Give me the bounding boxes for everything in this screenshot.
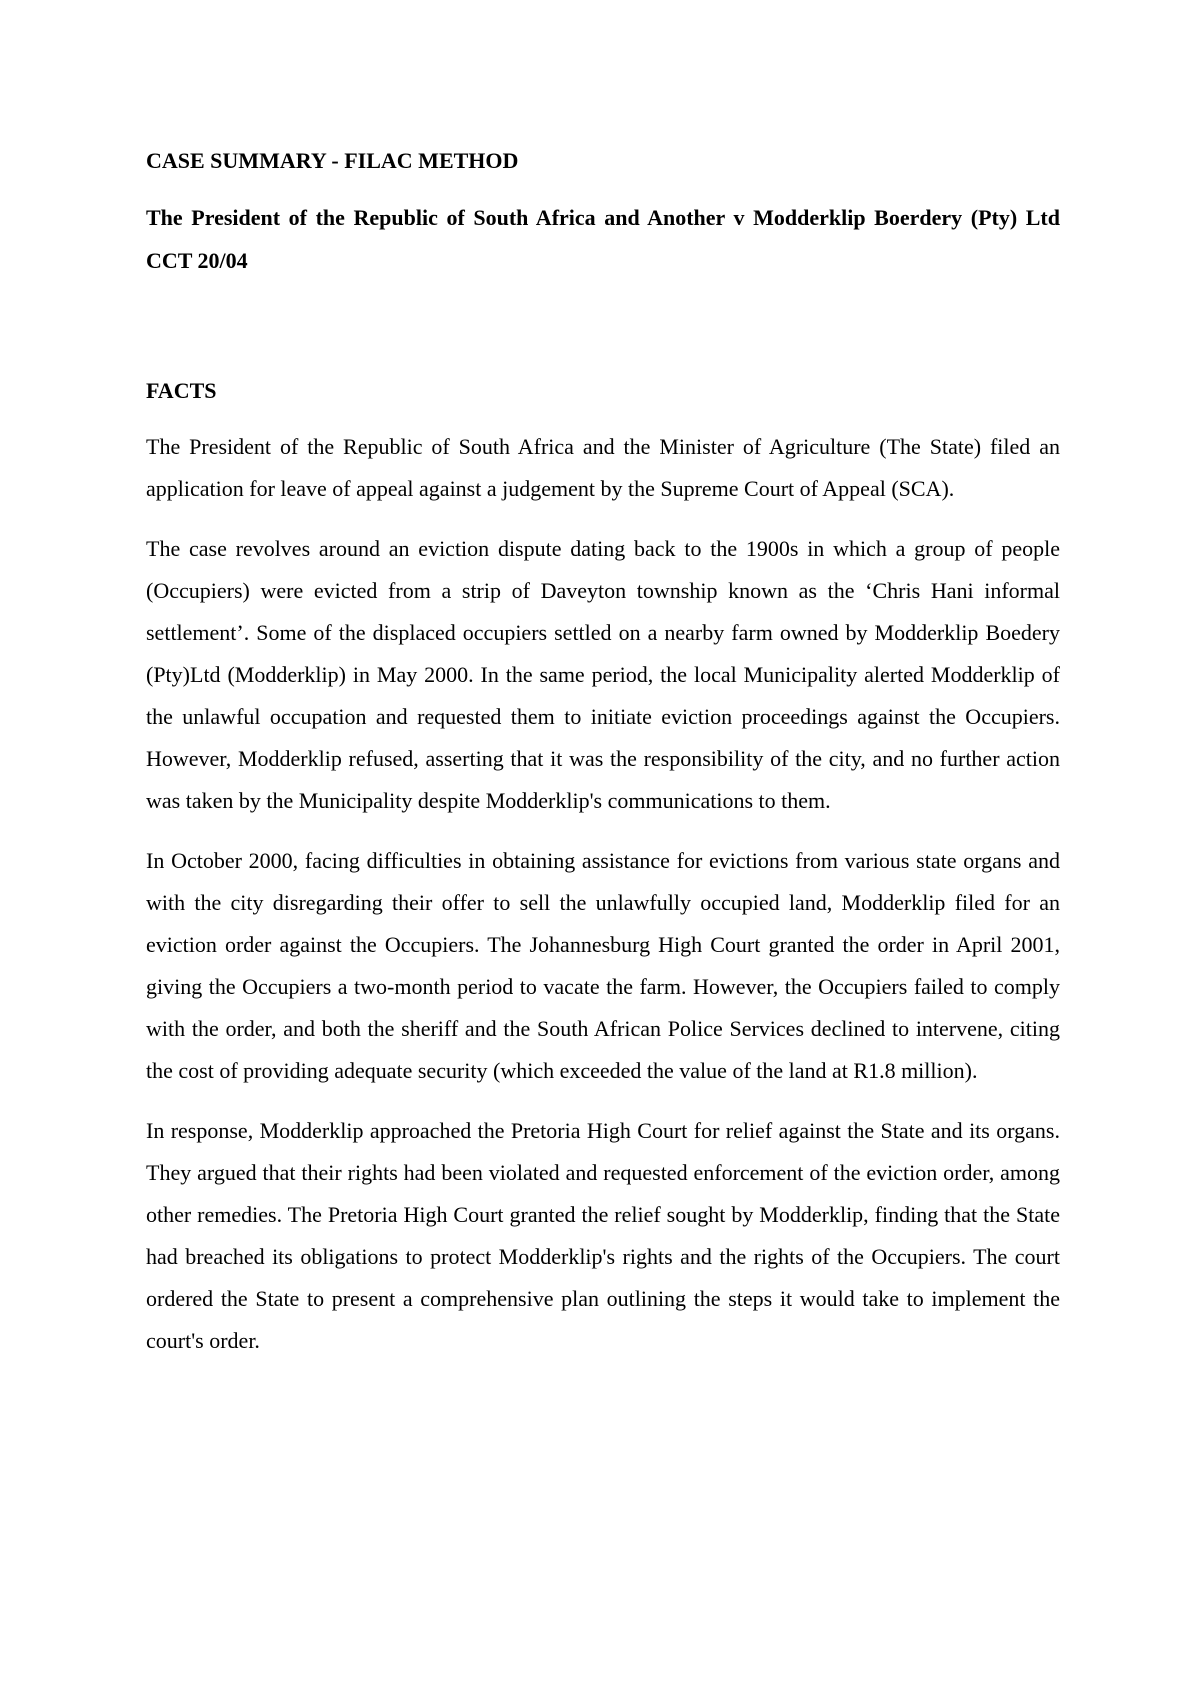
facts-paragraph-2: The case revolves around an eviction dispute dating back to the 1900s in which a group of people (Occupiers) were evicted from a strip of Daveyton township known as the ‘Chris Hani informal settlement’. Some of the displaced occupiers settled on a nearby farm owned by Modderklip Boedery (Pty)Ltd (Modderklip) in May 2000. In the same period, the local Municipality alerted Modderklip of the unlawful occupation and requested them to initiate eviction proceedings against the Occupiers. However, Modderklip refused, asserting that it was the responsibility of the city, and no further action was taken by the Municipality despite Modderklip's communications to them. [146, 536, 1060, 813]
facts-paragraph-4: In response, Modderklip approached the Pretoria High Court for relief against the State and its organs. They argued that their rights had been violated and requested enforcement of the eviction order, among other remedies. The Pretoria High Court granted the relief sought by Modderklip, finding that the State had breached its obligations to protect Modderklip's rights and the rights of the Occupiers. The court ordered the State to present a comprehensive plan outlining the steps it would take to implement the court's order. [146, 1118, 1060, 1353]
document-body [146, 146, 1060, 1362]
facts-section [146, 376, 1060, 1362]
facts-paragraph-3: In October 2000, facing difficulties in obtaining assistance for evictions from various state organs and with the city disregarding their offer to sell the unlawfully occupied land, Modderklip filed for an eviction order against the Occupiers. The Johannesburg High Court granted the order in April 2001, giving the Occupiers a two-month period to vacate the farm. However, the Occupiers failed to comply with the order, and both the sheriff and the South African Police Services declined to intervene, citing the cost of providing adequate security (which exceeded the value of the land at R1.8 million). [146, 848, 1060, 1083]
document-heading: CASE SUMMARY - FILAC METHOD [146, 148, 519, 173]
facts-paragraph-1: The President of the Republic of South Africa and the Minister of Agriculture (The State) filed an application for leave of appeal against a judgement by the Supreme Court of Appeal (SCA). [146, 434, 1060, 501]
case-title: The President of the Republic of South Africa and Another v Modderklip Boerdery (Pty) Ltd CCT 20/04 [146, 205, 1060, 273]
section-heading-facts: FACTS [146, 378, 217, 403]
